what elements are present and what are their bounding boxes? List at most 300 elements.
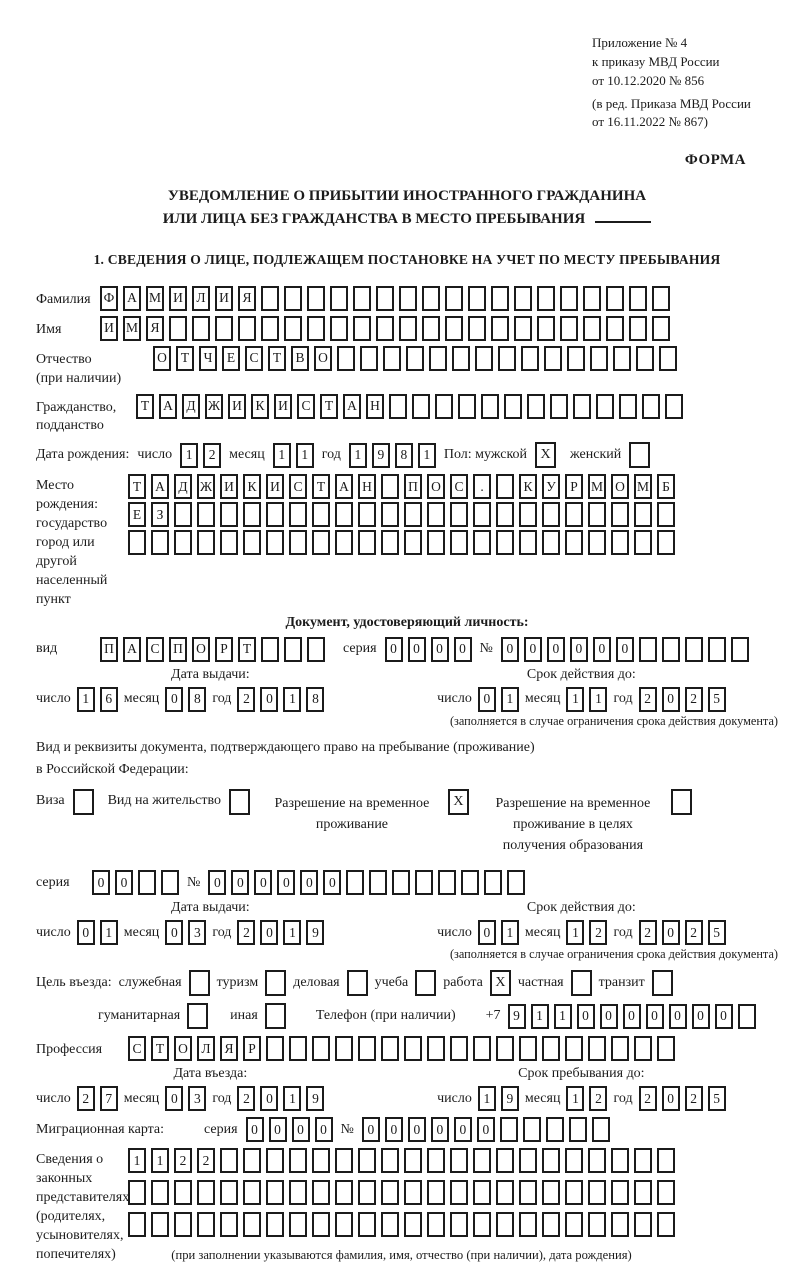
char-cell[interactable] xyxy=(611,1212,629,1237)
char-cell[interactable] xyxy=(565,1212,583,1237)
char-cell[interactable] xyxy=(642,394,660,419)
char-cell[interactable] xyxy=(452,346,470,371)
char-cell[interactable]: 0 xyxy=(292,1117,310,1142)
char-cell[interactable] xyxy=(514,316,532,341)
char-cell[interactable] xyxy=(381,1036,399,1061)
char-cell[interactable]: Н xyxy=(358,474,376,499)
char-cell[interactable]: 1 xyxy=(296,443,314,468)
char-cell[interactable]: К xyxy=(519,474,537,499)
char-cell[interactable] xyxy=(634,1212,652,1237)
residence-permit-checkbox[interactable] xyxy=(229,789,250,815)
char-cell[interactable] xyxy=(289,1212,307,1237)
char-cell[interactable]: А xyxy=(343,394,361,419)
char-cell[interactable]: 0 xyxy=(165,920,183,945)
char-cell[interactable] xyxy=(565,530,583,555)
char-cell[interactable] xyxy=(376,316,394,341)
char-cell[interactable]: Д xyxy=(174,474,192,499)
char-cell[interactable] xyxy=(128,1212,146,1237)
char-cell[interactable]: Н xyxy=(366,394,384,419)
char-cell[interactable]: 0 xyxy=(408,1117,426,1142)
char-cell[interactable]: Ч xyxy=(199,346,217,371)
char-cell[interactable] xyxy=(422,316,440,341)
char-cell[interactable] xyxy=(335,1148,353,1173)
char-cell[interactable] xyxy=(611,1036,629,1061)
char-cell[interactable] xyxy=(657,1036,675,1061)
char-cell[interactable]: Л xyxy=(197,1036,215,1061)
char-cell[interactable] xyxy=(307,637,325,662)
char-cell[interactable]: 2 xyxy=(685,687,703,712)
char-cell[interactable]: . xyxy=(473,474,491,499)
char-cell[interactable]: 0 xyxy=(408,637,426,662)
char-cell[interactable]: А xyxy=(151,474,169,499)
char-cell[interactable] xyxy=(381,530,399,555)
char-cell[interactable] xyxy=(335,1036,353,1061)
char-cell[interactable]: 0 xyxy=(260,687,278,712)
char-cell[interactable]: И xyxy=(100,316,118,341)
char-cell[interactable] xyxy=(583,286,601,311)
char-cell[interactable] xyxy=(519,530,537,555)
char-cell[interactable] xyxy=(619,394,637,419)
char-cell[interactable]: 0 xyxy=(477,1117,495,1142)
char-cell[interactable] xyxy=(588,1148,606,1173)
char-cell[interactable]: 0 xyxy=(662,1086,680,1111)
char-cell[interactable] xyxy=(657,1212,675,1237)
char-cell[interactable]: 2 xyxy=(685,920,703,945)
char-cell[interactable] xyxy=(220,530,238,555)
char-cell[interactable]: Т xyxy=(312,474,330,499)
char-cell[interactable] xyxy=(346,870,364,895)
char-cell[interactable] xyxy=(174,1212,192,1237)
char-cell[interactable]: И xyxy=(220,474,238,499)
char-cell[interactable]: О xyxy=(174,1036,192,1061)
char-cell[interactable] xyxy=(174,1180,192,1205)
char-cell[interactable] xyxy=(266,530,284,555)
char-cell[interactable] xyxy=(358,502,376,527)
char-cell[interactable] xyxy=(220,1148,238,1173)
char-cell[interactable]: С xyxy=(128,1036,146,1061)
char-cell[interactable] xyxy=(634,502,652,527)
char-cell[interactable]: Т xyxy=(136,394,154,419)
char-cell[interactable] xyxy=(565,1180,583,1205)
char-cell[interactable]: 0 xyxy=(231,870,249,895)
char-cell[interactable]: 2 xyxy=(237,687,255,712)
char-cell[interactable] xyxy=(491,286,509,311)
char-cell[interactable]: 2 xyxy=(639,1086,657,1111)
char-cell[interactable] xyxy=(312,1180,330,1205)
char-cell[interactable]: 1 xyxy=(283,687,301,712)
char-cell[interactable]: М xyxy=(146,286,164,311)
char-cell[interactable]: 2 xyxy=(203,443,221,468)
char-cell[interactable] xyxy=(243,1148,261,1173)
char-cell[interactable]: 9 xyxy=(501,1086,519,1111)
char-cell[interactable] xyxy=(473,1148,491,1173)
char-cell[interactable]: 0 xyxy=(277,870,295,895)
char-cell[interactable]: П xyxy=(404,474,422,499)
purpose-tourism-checkbox[interactable] xyxy=(265,970,286,996)
char-cell[interactable]: 0 xyxy=(208,870,226,895)
char-cell[interactable]: Т xyxy=(128,474,146,499)
char-cell[interactable] xyxy=(657,1148,675,1173)
char-cell[interactable] xyxy=(399,316,417,341)
char-cell[interactable] xyxy=(192,316,210,341)
char-cell[interactable] xyxy=(215,316,233,341)
char-cell[interactable] xyxy=(659,346,677,371)
char-cell[interactable] xyxy=(360,346,378,371)
char-cell[interactable]: 9 xyxy=(306,1086,324,1111)
char-cell[interactable]: И xyxy=(169,286,187,311)
char-cell[interactable]: 1 xyxy=(77,687,95,712)
char-cell[interactable] xyxy=(289,1148,307,1173)
char-cell[interactable] xyxy=(496,474,514,499)
char-cell[interactable]: 0 xyxy=(524,637,542,662)
char-cell[interactable] xyxy=(335,1180,353,1205)
char-cell[interactable]: 0 xyxy=(246,1117,264,1142)
char-cell[interactable] xyxy=(151,1180,169,1205)
char-cell[interactable] xyxy=(685,637,703,662)
char-cell[interactable] xyxy=(496,1036,514,1061)
char-cell[interactable] xyxy=(613,346,631,371)
char-cell[interactable]: 1 xyxy=(283,920,301,945)
char-cell[interactable] xyxy=(404,1212,422,1237)
char-cell[interactable]: П xyxy=(100,637,118,662)
char-cell[interactable] xyxy=(335,502,353,527)
char-cell[interactable]: О xyxy=(192,637,210,662)
char-cell[interactable] xyxy=(358,1148,376,1173)
char-cell[interactable] xyxy=(427,1036,445,1061)
char-cell[interactable] xyxy=(473,1212,491,1237)
char-cell[interactable] xyxy=(496,1180,514,1205)
char-cell[interactable] xyxy=(197,1212,215,1237)
char-cell[interactable] xyxy=(381,1148,399,1173)
char-cell[interactable]: 9 xyxy=(508,1004,526,1029)
char-cell[interactable]: 0 xyxy=(662,920,680,945)
char-cell[interactable] xyxy=(450,502,468,527)
char-cell[interactable] xyxy=(519,1036,537,1061)
char-cell[interactable]: 0 xyxy=(362,1117,380,1142)
char-cell[interactable]: 1 xyxy=(100,920,118,945)
char-cell[interactable]: С xyxy=(297,394,315,419)
char-cell[interactable]: 0 xyxy=(600,1004,618,1029)
char-cell[interactable] xyxy=(174,530,192,555)
char-cell[interactable]: М xyxy=(123,316,141,341)
char-cell[interactable] xyxy=(450,1180,468,1205)
char-cell[interactable] xyxy=(383,346,401,371)
visa-checkbox[interactable] xyxy=(73,789,94,815)
char-cell[interactable]: Б xyxy=(657,474,675,499)
char-cell[interactable] xyxy=(484,870,502,895)
char-cell[interactable] xyxy=(542,1036,560,1061)
char-cell[interactable] xyxy=(266,1148,284,1173)
char-cell[interactable] xyxy=(542,1148,560,1173)
char-cell[interactable]: С xyxy=(289,474,307,499)
char-cell[interactable]: 0 xyxy=(260,920,278,945)
char-cell[interactable] xyxy=(629,286,647,311)
char-cell[interactable]: Я xyxy=(220,1036,238,1061)
char-cell[interactable]: 2 xyxy=(174,1148,192,1173)
char-cell[interactable] xyxy=(399,286,417,311)
char-cell[interactable] xyxy=(537,286,555,311)
char-cell[interactable] xyxy=(243,530,261,555)
char-cell[interactable]: 2 xyxy=(237,1086,255,1111)
char-cell[interactable]: Ж xyxy=(205,394,223,419)
char-cell[interactable] xyxy=(438,870,456,895)
purpose-work-checkbox[interactable]: X xyxy=(490,970,511,996)
char-cell[interactable]: 0 xyxy=(454,1117,472,1142)
char-cell[interactable] xyxy=(284,316,302,341)
char-cell[interactable] xyxy=(381,1212,399,1237)
char-cell[interactable] xyxy=(335,1212,353,1237)
char-cell[interactable] xyxy=(369,870,387,895)
char-cell[interactable]: 1 xyxy=(566,920,584,945)
char-cell[interactable] xyxy=(657,502,675,527)
char-cell[interactable] xyxy=(330,286,348,311)
char-cell[interactable]: 1 xyxy=(501,920,519,945)
char-cell[interactable] xyxy=(514,286,532,311)
char-cell[interactable]: 1 xyxy=(180,443,198,468)
char-cell[interactable]: 0 xyxy=(323,870,341,895)
char-cell[interactable] xyxy=(284,637,302,662)
char-cell[interactable] xyxy=(312,530,330,555)
char-cell[interactable] xyxy=(588,1180,606,1205)
char-cell[interactable]: 8 xyxy=(306,687,324,712)
char-cell[interactable] xyxy=(450,1036,468,1061)
char-cell[interactable] xyxy=(639,637,657,662)
purpose-humanitarian-checkbox[interactable] xyxy=(187,1003,208,1029)
char-cell[interactable]: Е xyxy=(222,346,240,371)
char-cell[interactable]: 1 xyxy=(566,687,584,712)
char-cell[interactable]: И xyxy=(228,394,246,419)
char-cell[interactable] xyxy=(427,530,445,555)
char-cell[interactable] xyxy=(588,1036,606,1061)
char-cell[interactable] xyxy=(738,1004,756,1029)
char-cell[interactable] xyxy=(590,346,608,371)
char-cell[interactable] xyxy=(567,346,585,371)
char-cell[interactable] xyxy=(128,1180,146,1205)
char-cell[interactable]: С xyxy=(146,637,164,662)
char-cell[interactable]: Т xyxy=(238,637,256,662)
char-cell[interactable] xyxy=(652,316,670,341)
char-cell[interactable] xyxy=(312,1036,330,1061)
char-cell[interactable]: П xyxy=(169,637,187,662)
purpose-business-checkbox[interactable] xyxy=(347,970,368,996)
char-cell[interactable]: 5 xyxy=(708,920,726,945)
char-cell[interactable] xyxy=(652,286,670,311)
char-cell[interactable] xyxy=(657,530,675,555)
char-cell[interactable] xyxy=(381,502,399,527)
char-cell[interactable] xyxy=(634,530,652,555)
char-cell[interactable] xyxy=(243,1212,261,1237)
char-cell[interactable] xyxy=(243,1180,261,1205)
char-cell[interactable]: Д xyxy=(182,394,200,419)
char-cell[interactable]: 0 xyxy=(478,920,496,945)
char-cell[interactable]: Ж xyxy=(197,474,215,499)
char-cell[interactable] xyxy=(662,637,680,662)
char-cell[interactable] xyxy=(611,1180,629,1205)
char-cell[interactable]: 0 xyxy=(431,1117,449,1142)
char-cell[interactable] xyxy=(220,502,238,527)
char-cell[interactable] xyxy=(445,316,463,341)
char-cell[interactable]: 2 xyxy=(639,920,657,945)
char-cell[interactable] xyxy=(468,286,486,311)
char-cell[interactable] xyxy=(312,502,330,527)
char-cell[interactable]: И xyxy=(274,394,292,419)
char-cell[interactable]: К xyxy=(243,474,261,499)
char-cell[interactable]: 1 xyxy=(128,1148,146,1173)
char-cell[interactable] xyxy=(197,1180,215,1205)
char-cell[interactable]: 0 xyxy=(669,1004,687,1029)
char-cell[interactable]: 0 xyxy=(577,1004,595,1029)
char-cell[interactable] xyxy=(392,870,410,895)
char-cell[interactable] xyxy=(261,316,279,341)
char-cell[interactable] xyxy=(427,1180,445,1205)
char-cell[interactable]: 0 xyxy=(165,1086,183,1111)
char-cell[interactable] xyxy=(569,1117,587,1142)
char-cell[interactable]: 0 xyxy=(593,637,611,662)
char-cell[interactable]: 0 xyxy=(454,637,472,662)
char-cell[interactable]: 0 xyxy=(616,637,634,662)
char-cell[interactable] xyxy=(289,502,307,527)
char-cell[interactable] xyxy=(307,316,325,341)
char-cell[interactable]: 2 xyxy=(197,1148,215,1173)
char-cell[interactable]: О xyxy=(427,474,445,499)
char-cell[interactable]: 0 xyxy=(547,637,565,662)
char-cell[interactable] xyxy=(527,394,545,419)
char-cell[interactable] xyxy=(307,286,325,311)
char-cell[interactable]: 0 xyxy=(385,1117,403,1142)
char-cell[interactable] xyxy=(629,316,647,341)
char-cell[interactable] xyxy=(565,1036,583,1061)
char-cell[interactable] xyxy=(404,1180,422,1205)
char-cell[interactable] xyxy=(174,502,192,527)
char-cell[interactable] xyxy=(496,530,514,555)
char-cell[interactable] xyxy=(611,1148,629,1173)
char-cell[interactable] xyxy=(151,530,169,555)
char-cell[interactable] xyxy=(542,1180,560,1205)
char-cell[interactable] xyxy=(611,530,629,555)
char-cell[interactable] xyxy=(151,1212,169,1237)
char-cell[interactable]: Р xyxy=(215,637,233,662)
char-cell[interactable] xyxy=(542,1212,560,1237)
char-cell[interactable] xyxy=(220,1180,238,1205)
purpose-transit-checkbox[interactable] xyxy=(652,970,673,996)
char-cell[interactable] xyxy=(266,1036,284,1061)
char-cell[interactable] xyxy=(708,637,726,662)
char-cell[interactable] xyxy=(560,316,578,341)
char-cell[interactable] xyxy=(496,1148,514,1173)
char-cell[interactable]: 8 xyxy=(395,443,413,468)
char-cell[interactable]: 7 xyxy=(100,1086,118,1111)
purpose-private-checkbox[interactable] xyxy=(571,970,592,996)
char-cell[interactable] xyxy=(473,502,491,527)
char-cell[interactable] xyxy=(461,870,479,895)
char-cell[interactable] xyxy=(406,346,424,371)
char-cell[interactable]: 1 xyxy=(589,687,607,712)
char-cell[interactable] xyxy=(353,286,371,311)
char-cell[interactable] xyxy=(169,316,187,341)
char-cell[interactable]: 2 xyxy=(639,687,657,712)
char-cell[interactable] xyxy=(504,394,522,419)
char-cell[interactable]: 1 xyxy=(349,443,367,468)
char-cell[interactable] xyxy=(450,1212,468,1237)
char-cell[interactable] xyxy=(404,530,422,555)
char-cell[interactable] xyxy=(481,394,499,419)
char-cell[interactable]: 2 xyxy=(589,920,607,945)
char-cell[interactable]: 0 xyxy=(77,920,95,945)
char-cell[interactable]: 0 xyxy=(431,637,449,662)
char-cell[interactable]: Я xyxy=(146,316,164,341)
char-cell[interactable]: 9 xyxy=(306,920,324,945)
char-cell[interactable] xyxy=(519,1180,537,1205)
char-cell[interactable]: 0 xyxy=(92,870,110,895)
char-cell[interactable] xyxy=(588,530,606,555)
char-cell[interactable]: 0 xyxy=(646,1004,664,1029)
char-cell[interactable] xyxy=(588,502,606,527)
char-cell[interactable] xyxy=(220,1212,238,1237)
education-residence-checkbox[interactable] xyxy=(671,789,692,815)
char-cell[interactable] xyxy=(519,1212,537,1237)
char-cell[interactable] xyxy=(596,394,614,419)
char-cell[interactable]: 1 xyxy=(478,1086,496,1111)
char-cell[interactable] xyxy=(261,637,279,662)
char-cell[interactable] xyxy=(312,1212,330,1237)
char-cell[interactable] xyxy=(665,394,683,419)
char-cell[interactable] xyxy=(289,1180,307,1205)
char-cell[interactable] xyxy=(634,1148,652,1173)
char-cell[interactable]: 0 xyxy=(501,637,519,662)
char-cell[interactable] xyxy=(358,1036,376,1061)
char-cell[interactable]: С xyxy=(450,474,468,499)
char-cell[interactable]: В xyxy=(291,346,309,371)
char-cell[interactable]: У xyxy=(542,474,560,499)
char-cell[interactable] xyxy=(521,346,539,371)
char-cell[interactable]: А xyxy=(159,394,177,419)
char-cell[interactable] xyxy=(427,1148,445,1173)
char-cell[interactable]: 3 xyxy=(188,920,206,945)
char-cell[interactable] xyxy=(546,1117,564,1142)
char-cell[interactable]: С xyxy=(245,346,263,371)
char-cell[interactable]: Л xyxy=(192,286,210,311)
char-cell[interactable] xyxy=(544,346,562,371)
char-cell[interactable] xyxy=(542,502,560,527)
char-cell[interactable]: 1 xyxy=(151,1148,169,1173)
char-cell[interactable]: 0 xyxy=(254,870,272,895)
char-cell[interactable] xyxy=(458,394,476,419)
char-cell[interactable] xyxy=(427,1212,445,1237)
char-cell[interactable] xyxy=(435,394,453,419)
char-cell[interactable] xyxy=(389,394,407,419)
char-cell[interactable]: 1 xyxy=(501,687,519,712)
char-cell[interactable]: 6 xyxy=(100,687,118,712)
char-cell[interactable] xyxy=(266,502,284,527)
char-cell[interactable] xyxy=(560,286,578,311)
char-cell[interactable] xyxy=(138,870,156,895)
char-cell[interactable] xyxy=(606,316,624,341)
char-cell[interactable]: 0 xyxy=(115,870,133,895)
char-cell[interactable] xyxy=(284,286,302,311)
char-cell[interactable] xyxy=(500,1117,518,1142)
purpose-official-checkbox[interactable] xyxy=(189,970,210,996)
char-cell[interactable]: 2 xyxy=(237,920,255,945)
char-cell[interactable]: Т xyxy=(151,1036,169,1061)
char-cell[interactable] xyxy=(537,316,555,341)
char-cell[interactable]: 0 xyxy=(260,1086,278,1111)
char-cell[interactable]: 1 xyxy=(554,1004,572,1029)
char-cell[interactable]: О xyxy=(611,474,629,499)
char-cell[interactable]: 1 xyxy=(566,1086,584,1111)
char-cell[interactable]: О xyxy=(314,346,332,371)
char-cell[interactable]: О xyxy=(153,346,171,371)
char-cell[interactable] xyxy=(358,1180,376,1205)
